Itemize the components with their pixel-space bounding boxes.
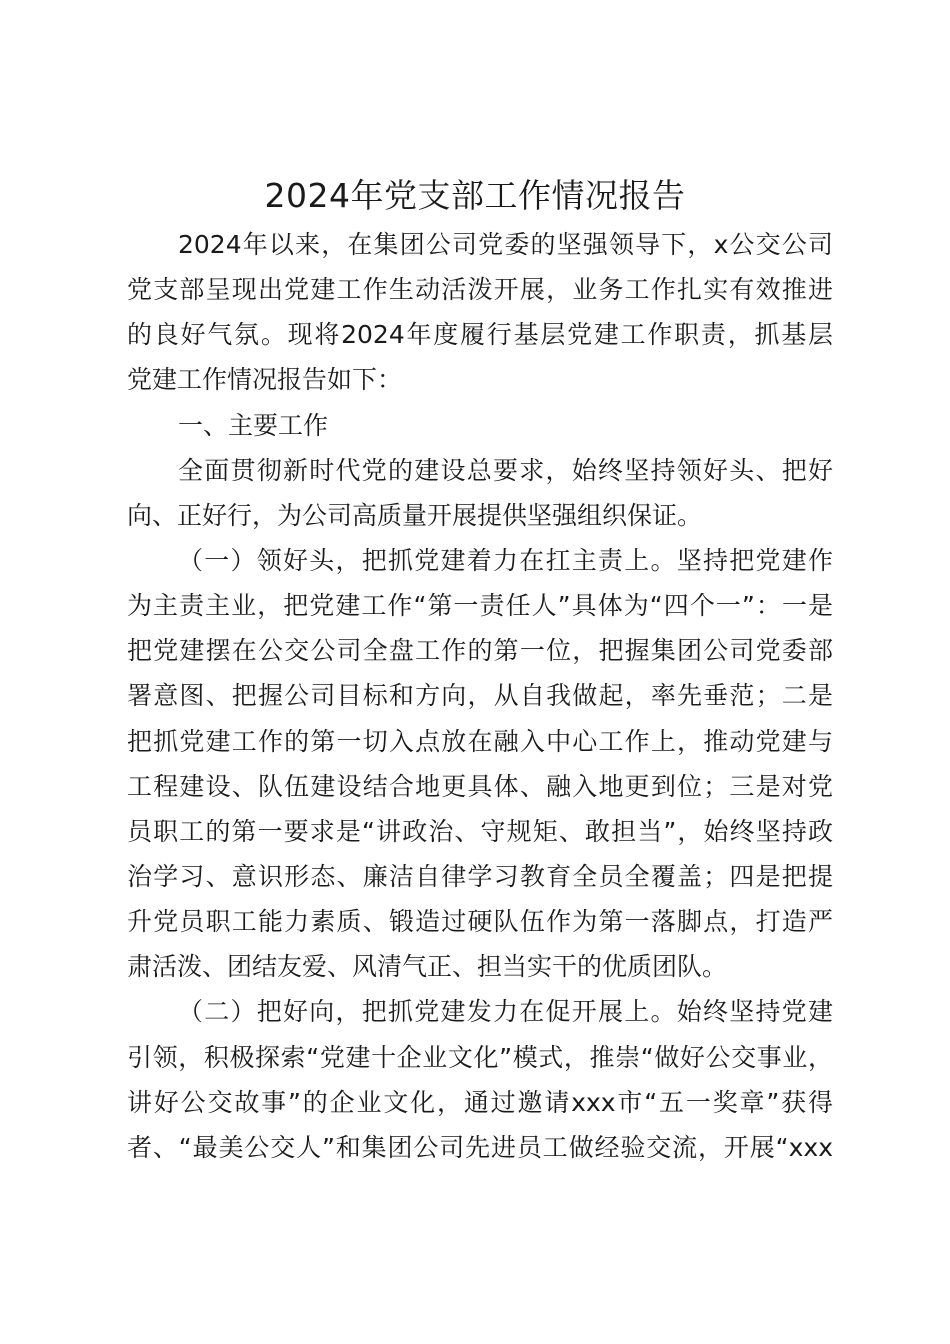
text-line: 升党员职工能力素质、锻造过硬队伍作为第一落脚点，打造严 bbox=[127, 907, 833, 937]
text-line: 的良好气氛。现将2024年度履行基层党建工作职责，抓基层 bbox=[127, 320, 833, 350]
text-line: 一、主要工作 bbox=[178, 410, 329, 440]
text-line: 治学习、意识形态、廉洁自律学习教育全员全覆盖；四是把提 bbox=[127, 861, 833, 891]
text-line: 讲好公交故事”的企业文化，通过邀请xxx市“五一奖章”获得 bbox=[127, 1087, 833, 1117]
text-line: 向、正好行，为公司高质量开展提供坚强组织保证。 bbox=[127, 500, 703, 530]
text-line: 党支部呈现出党建工作生动活泼开展，业务工作扎实有效推进 bbox=[127, 275, 833, 305]
text-line: 者、“最美公交人”和集团公司先进员工做经验交流，开展“xxx bbox=[127, 1132, 833, 1162]
document-body bbox=[127, 222, 833, 1170]
document-title: 2024年党支部工作情况报告 bbox=[264, 176, 686, 215]
text-line: 署意图、把握公司目标和方向，从自我做起，率先垂范；二是 bbox=[127, 681, 833, 711]
text-line: （二）把好向，把抓党建发力在促开展上。始终坚持党建 bbox=[178, 997, 833, 1027]
text-line: （一）领好头，把抓党建着力在扛主责上。坚持把党建作 bbox=[178, 545, 833, 575]
text-line: 为主责主业，把党建工作“第一责任人”具体为“四个一”：一是 bbox=[127, 591, 833, 621]
text-line: 肃活泼、团结友爱、风清气正、担当实干的优质团队。 bbox=[127, 952, 728, 982]
text-line: 把党建摆在公交公司全盘工作的第一位，把握集团公司党委部 bbox=[127, 636, 833, 666]
text-line: 把抓党建工作的第一切入点放在融入中心工作上，推动党建与 bbox=[127, 726, 833, 756]
text-line: 员职工的第一要求是“讲政治、守规矩、敢担当”，始终坚持政 bbox=[127, 816, 833, 846]
text-line: 全面贯彻新时代党的建设总要求，始终坚持领好头、把好 bbox=[178, 455, 833, 485]
text-line: 2024年以来，在集团公司党委的坚强领导下，x公交公司 bbox=[178, 230, 833, 259]
text-line: 工程建设、队伍建设结合地更具体、融入地更到位；三是对党 bbox=[127, 771, 833, 801]
text-line: 引领，积极探索“党建十企业文化”模式，推崇“做好公交事业， bbox=[127, 1042, 833, 1072]
text-line: 党建工作情况报告如下： bbox=[127, 365, 403, 395]
